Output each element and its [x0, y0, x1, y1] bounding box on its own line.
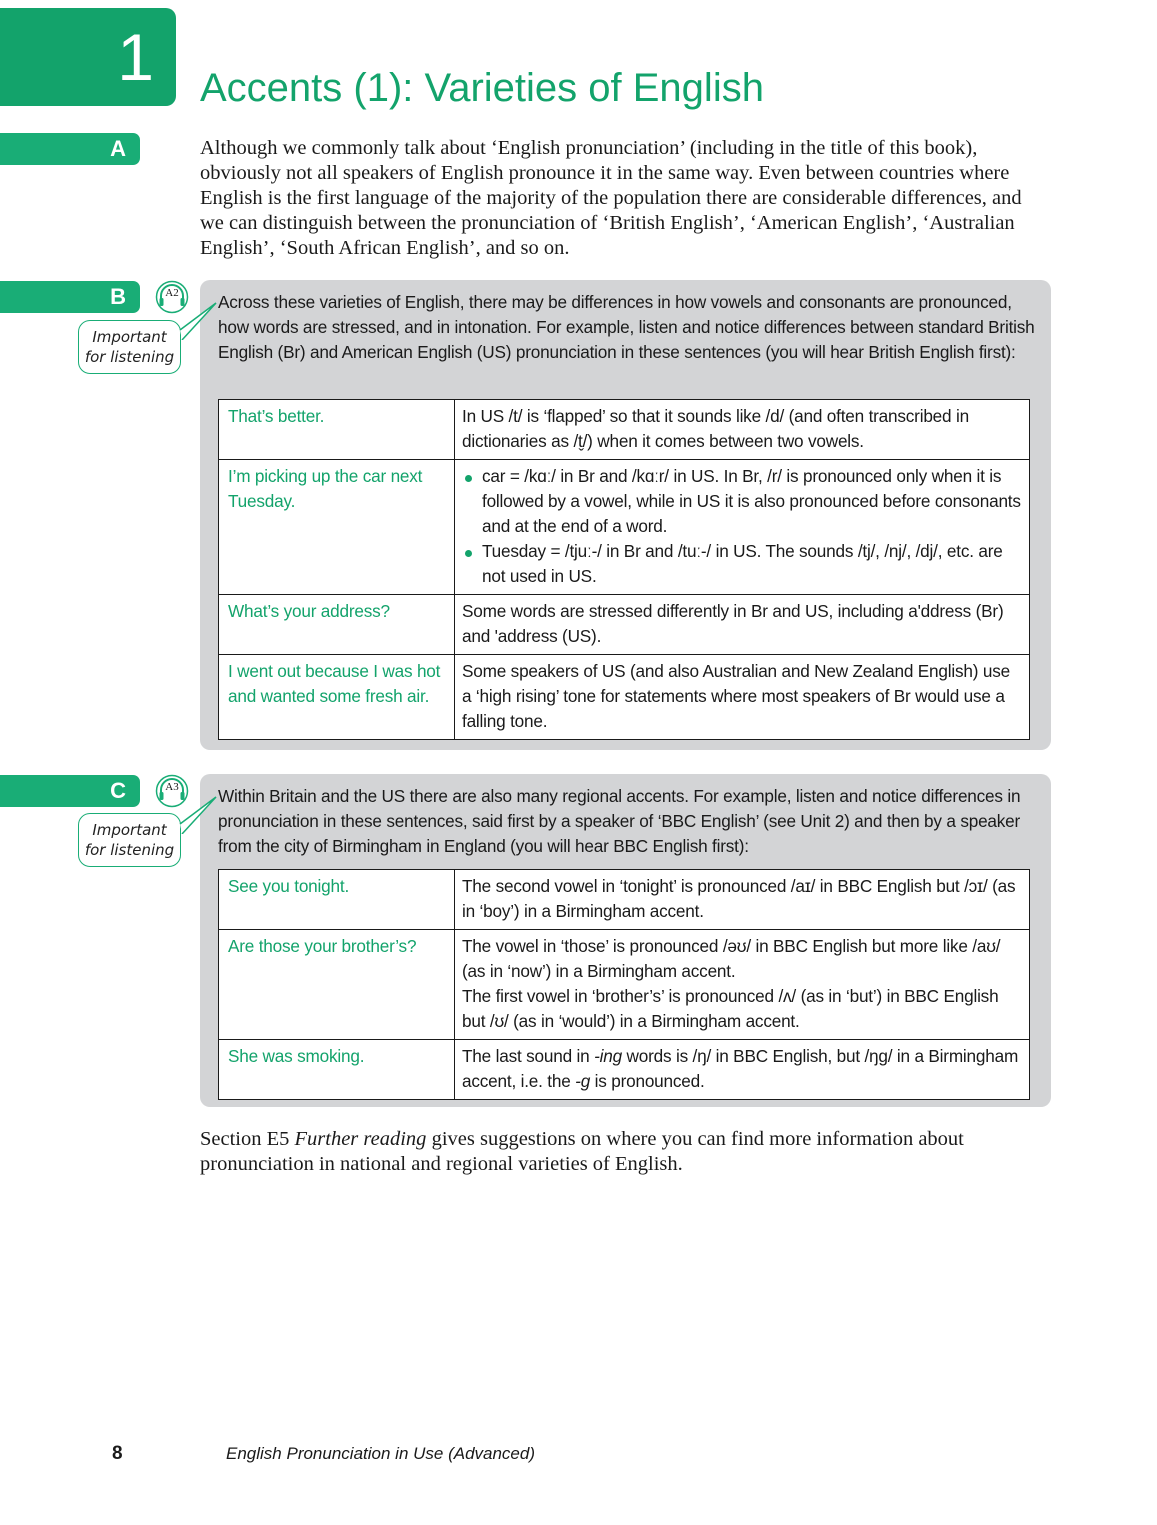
explanation-part: The last sound in	[462, 1046, 595, 1066]
section-tab-a: A	[0, 133, 140, 165]
example-phrase: She was smoking.	[219, 1040, 455, 1100]
explanation-part: words is /ŋ/ in BBC English, but /ŋg/ in a Birmingham accent, i.e. the	[462, 1046, 1019, 1091]
table-row	[219, 400, 1030, 460]
unit-number: 1	[117, 20, 154, 94]
unit-title: Accents (1): Varieties of English	[200, 66, 764, 110]
explanation-part-italic: -g	[575, 1071, 591, 1091]
table-row	[219, 460, 1030, 595]
explanation-part: is pronounced.	[590, 1071, 705, 1091]
speech-bubble-pointer-icon	[170, 300, 220, 340]
example-explanation	[455, 460, 1030, 595]
section-c-intro: Within Britain and the US there are also many regional accents. For example, listen and notice differences in pronunciation in these sentences, said first by a speaker of ‘BBC English’ (see Unit 2) and then by a speaker from the city of Birmingham in England (you will hear BBC English first):	[218, 786, 1021, 856]
example-explanation: Some speakers of US (and also Australian and New Zealand English) use a ‘high rising’ tone for statements where most speakers of Br would use a falling tone.	[455, 655, 1030, 740]
table-row	[219, 655, 1030, 740]
section-a-text: Although we commonly talk about ‘English pronunciation’ (including in the title of this book), obviously not all speakers of English pronounce it in the same way. Even between countries where English is the first language of the majority of the population there are considerable differences, and we can distinguish between the pronunciation of ‘British English’, ‘American English’, ‘Australian English’, ‘South African English’, and so on.	[200, 137, 1022, 259]
example-explanation	[455, 1040, 1030, 1100]
section-c-table	[218, 869, 1030, 1100]
callout-line-2: for listening	[84, 348, 175, 366]
table-row	[219, 1040, 1030, 1100]
example-phrase: That’s better.	[219, 400, 455, 460]
example-phrase: I’m picking up the car next Tuesday.	[219, 460, 455, 595]
audio-track-c: A3	[165, 781, 179, 793]
important-callout-c	[78, 813, 181, 867]
callout-line-1: Important	[92, 328, 167, 346]
section-b-intro: Across these varieties of English, there may be differences in how vowels and consonants are pronounced, how words are stressed, and in intonation. For example, listen and notice differences between standard British English (Br) and American English (US) pronunciation in these sentences (you will hear British English first):	[218, 292, 1035, 362]
example-explanation: In US /t/ is ‘flapped’ so that it sounds like /d/ (and often transcribed in dictionaries as /t̬/) when it comes between two vowels.	[455, 400, 1030, 460]
example-phrase: Are those your brother’s?	[219, 930, 455, 1040]
table-row	[219, 870, 1030, 930]
book-title: English Pronunciation in Use (Advanced)	[226, 1444, 536, 1463]
example-explanation	[455, 930, 1030, 1040]
explanation-line: The first vowel in ‘brother’s’ is pronounced /ʌ/ (as in ‘but’) in BBC English but /ʊ/ (as in ‘would’) in a Birmingham accent.	[462, 986, 999, 1031]
table-row	[219, 595, 1030, 655]
closing-text: Section E5	[200, 1128, 295, 1150]
example-phrase: I went out because I was hot and wanted some fresh air.	[219, 655, 455, 740]
callout-line-2: for listening	[84, 841, 175, 859]
audio-track-b: A2	[165, 287, 179, 299]
section-b-table	[218, 399, 1030, 740]
section-tab-c: C	[0, 775, 140, 807]
example-explanation: Some words are stressed differently in Br and US, including a'ddress (Br) and 'address (US).	[455, 595, 1030, 655]
closing-text: gives suggestions on where you can find more information about pronunciation in national and regional varieties of English.	[200, 1128, 964, 1175]
section-tab-b: B	[0, 281, 140, 313]
explanation-line: The vowel in ‘those’ is pronounced /əʊ/ in BBC English but more like /aʊ/ (as in ‘now’) in a Birmingham accent.	[462, 936, 1001, 981]
speech-bubble-pointer-icon	[170, 794, 220, 834]
important-callout-b	[78, 320, 181, 374]
further-reading-link: Further reading	[294, 1128, 427, 1150]
page-number: 8	[112, 1443, 123, 1464]
callout-line-1: Important	[92, 821, 167, 839]
table-row	[219, 930, 1030, 1040]
unit-number-badge	[0, 8, 176, 106]
closing-paragraph	[200, 1127, 1040, 1177]
example-explanation: The second vowel in ‘tonight’ is pronounced /aɪ/ in BBC English but /ɔɪ/ (as in ‘boy’) in a Birmingham accent.	[455, 870, 1030, 930]
example-phrase: What’s your address?	[219, 595, 455, 655]
example-phrase: See you tonight.	[219, 870, 455, 930]
bullet-item: car = /kɑː/ in Br and /kɑːr/ in US. In Br, /r/ is pronounced only when it is followed by a vowel, while in US it is also pronounced before consonants and at the end of a word.	[462, 464, 1021, 539]
bullet-item: Tuesday = /tjuː-/ in Br and /tuː-/ in US. The sounds /tj/, /nj/, /dj/, etc. are not used in US.	[462, 539, 1021, 589]
explanation-part-italic: -ing	[594, 1046, 622, 1066]
